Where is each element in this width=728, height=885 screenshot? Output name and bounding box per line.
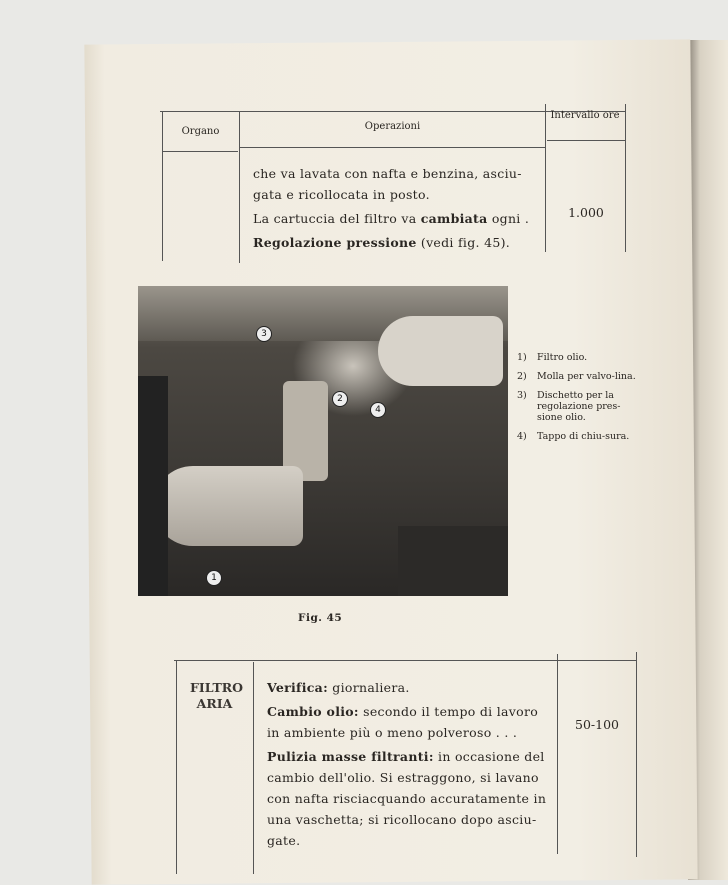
text: giornaliera. bbox=[328, 680, 410, 695]
bold-text: cambiata bbox=[420, 211, 488, 226]
bold-text: Cambio olio: bbox=[267, 704, 359, 719]
oil-filter-canister bbox=[153, 466, 303, 546]
hand bbox=[378, 316, 503, 386]
callout-4: 4 bbox=[370, 402, 386, 418]
op-item bbox=[267, 677, 552, 698]
callout-3: 3 bbox=[256, 326, 272, 342]
text: La cartuccia del filtro va bbox=[253, 211, 421, 226]
legend-item bbox=[517, 371, 637, 382]
bold-text: Verifica: bbox=[267, 680, 328, 695]
engine-oil-filter-photo bbox=[138, 286, 508, 596]
legend-item bbox=[517, 431, 637, 442]
bold-text: Regolazione pressione bbox=[253, 235, 417, 250]
operations-text bbox=[253, 163, 538, 256]
figure-caption: Fig. 45 bbox=[298, 612, 343, 624]
operations-text bbox=[267, 677, 552, 854]
bold-text: Pulizia masse filtranti: bbox=[267, 749, 434, 764]
legend-num: 4) bbox=[517, 431, 527, 442]
legend-text: Dischetto per la regolazione pres-sione olio. bbox=[537, 390, 621, 423]
op-item bbox=[267, 746, 552, 851]
figure-legend bbox=[517, 352, 637, 450]
text: in occasione del cambio dell'olio. Si estraggono, si lavano con nafta risciacquando accuratamente in una vaschetta; si ricollocano dopo asciu-gate. bbox=[267, 749, 547, 848]
op-line bbox=[253, 232, 538, 253]
op-line bbox=[253, 208, 538, 229]
callout-2: 2 bbox=[332, 391, 348, 407]
text: secondo il tempo di lavoro in ambiente più o meno polveroso . . . bbox=[267, 704, 539, 740]
legend-text: Filtro olio. bbox=[537, 352, 588, 363]
header-organo: Organo bbox=[181, 126, 220, 137]
legend-num: 3) bbox=[517, 390, 527, 401]
legend-item bbox=[517, 352, 637, 363]
op-line: che va lavata con nafta e benzina, asciu-gata e ricollocata in posto. bbox=[253, 166, 522, 202]
organ-filtro-aria: FILTRO ARIA bbox=[190, 680, 244, 711]
op-item bbox=[267, 701, 552, 743]
interval-value: 1.000 bbox=[568, 205, 604, 220]
legend-num: 1) bbox=[517, 352, 527, 363]
interval-value: 50-100 bbox=[575, 717, 619, 732]
legend-num: 2) bbox=[517, 371, 527, 382]
legend-text: Tappo di chiu-sura. bbox=[537, 431, 630, 442]
header-operazioni: Operazioni bbox=[364, 121, 421, 132]
text: ogni . bbox=[487, 211, 530, 226]
legend-text: Molla per valvo-lina. bbox=[537, 371, 636, 382]
callout-1: 1 bbox=[206, 570, 222, 586]
legend-item bbox=[517, 390, 637, 423]
text: (vedi fig. 45). bbox=[416, 235, 511, 250]
header-intervallo: Intervallo ore bbox=[550, 110, 620, 121]
